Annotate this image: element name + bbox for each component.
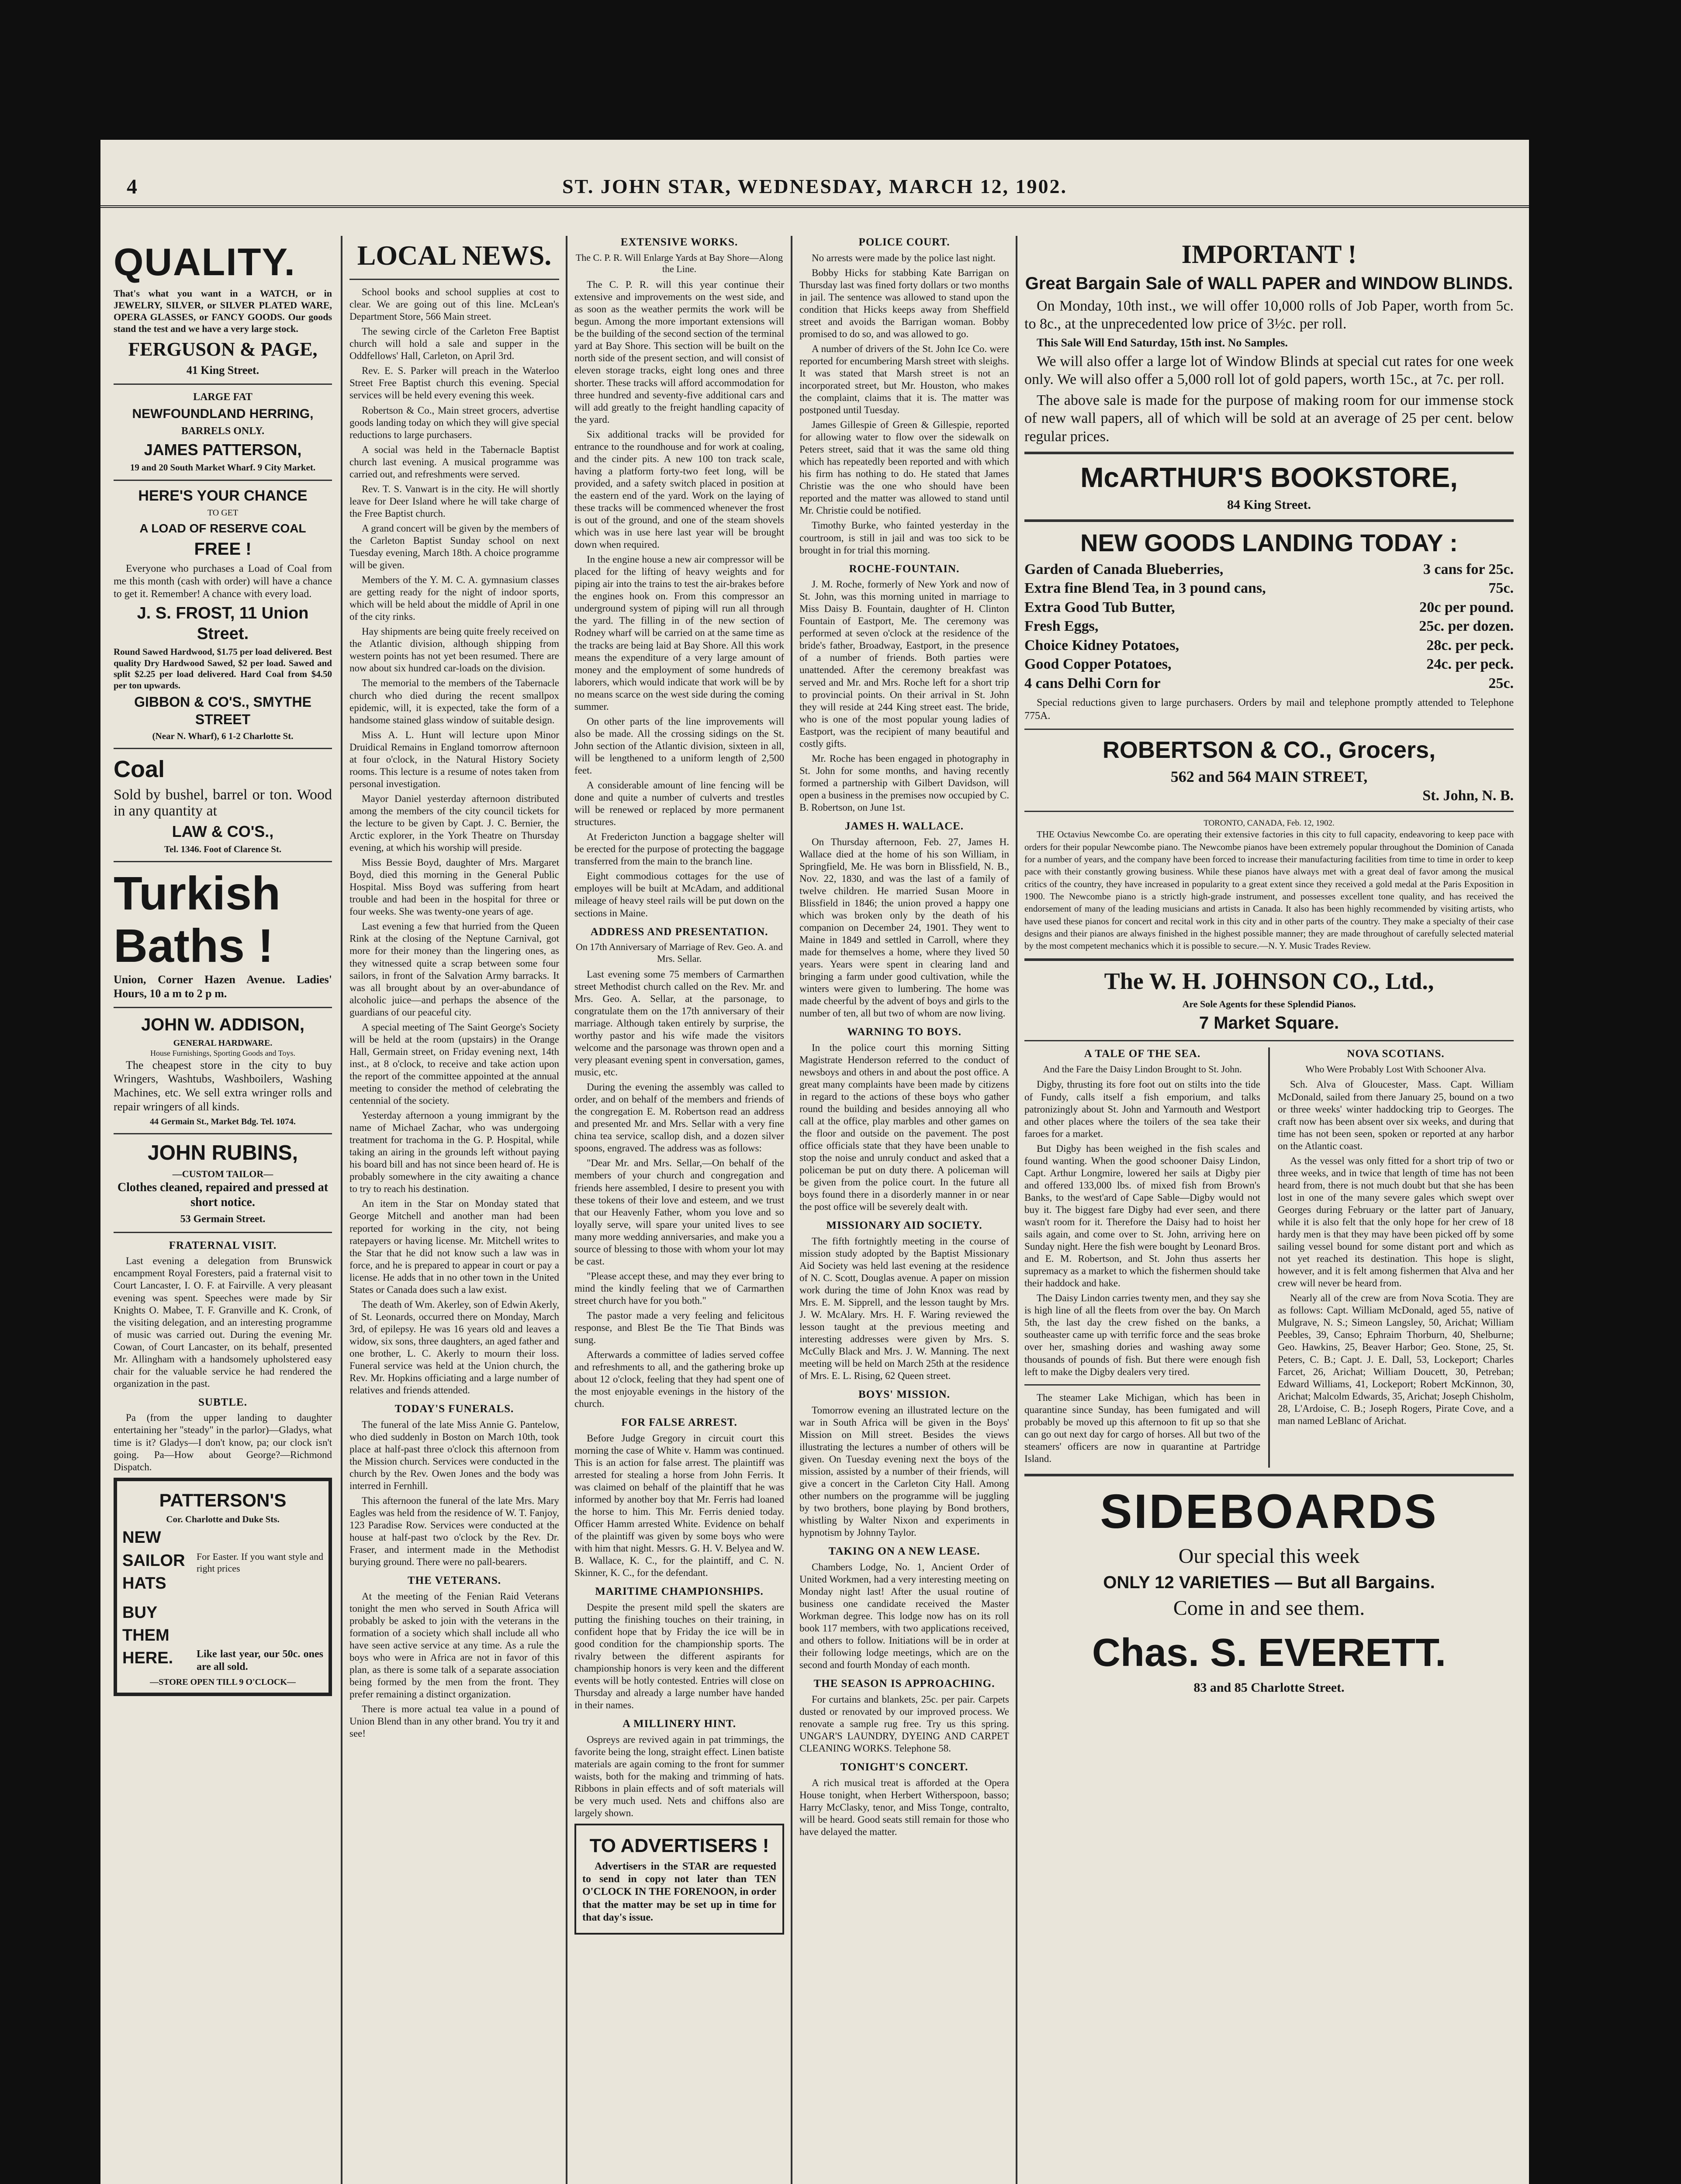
local-news-item: A special meeting of The Saint George's Society will be held at the room (upstairs) in the Orange Hall, Germain street, on Friday evening next, 14th inst., at 8 o'clock, to receive and take action upon the report of the committee appointed at the annual meeting to consider the method of celebrating the centennial of the society. (349, 1021, 559, 1106)
pattersons-address: Cor. Charlotte and Duke Sts. (166, 1514, 280, 1524)
toronto-dateline: TORONTO, CANADA, Feb. 12, 1902. (1204, 819, 1335, 828)
sea-subheading: And the Fare the Daisy Lindon Brought to St. John. (1043, 1063, 1242, 1075)
patterson-name: JAMES PATTERSON, (144, 441, 302, 459)
sea-stories-split (1024, 1047, 1514, 1468)
mcarthur-name: McARTHUR'S BOOKSTORE, (1080, 461, 1458, 493)
rubins-subtitle: —CUSTOM TAILOR— (172, 1168, 273, 1180)
address-heading: ADDRESS AND PRESENTATION. (590, 926, 768, 938)
important-text: On Monday, 10th inst., we will offer 10,000 rolls of Job Paper, worth from 5c. to 8c., at the unprecedented low price of 3½c. per roll. (1024, 297, 1514, 332)
goods-item: Extra Good Tub Butter, (1024, 599, 1175, 615)
goods-row (1024, 674, 1514, 692)
missionary-heading: MISSIONARY AID SOCIETY. (826, 1220, 982, 1232)
divider (114, 861, 332, 862)
millinery-text: Ospreys are revived again in pat trimmings, the favorite being the long, straight effect. Linen batiste materials are again coming to the front for summer waists, both for the making and trimming of hats. Ribbons in plain effects and of soft materials will be very much used. Nets and chiffons also are largely shown. (574, 1734, 784, 1819)
divider (114, 1007, 332, 1008)
goods-price: 75c. (1488, 580, 1514, 597)
goods-item: 4 cans Delhi Corn for (1024, 675, 1161, 691)
divider (114, 1232, 332, 1233)
pattersons-new: NEW (122, 1528, 161, 1547)
important-text-3: The above sale is made for the purpose of making room for our immense stock of new wall papers, all of which will be sold at an average of 25 per cent. below regular prices. (1024, 392, 1514, 445)
toronto-text: THE Octavius Newcombe Co. are operating their extensive factories in this city to full capacity, endeavoring to keep pace with orders for their popular Newcombe piano. The Newcombe pianos have been extremely popular throughout the Dominion of Canada for a number of years, and the company have been forced to increase their manufacturing facilities from time to time in order to keep pace with their constantly growing business. While these pianos have always met with a great deal of favor among the musical critics of the country, they have increased in popularity to a great extent since they received a gold medal at the Paris Exposition in 1900. The Newcombe piano is a strictly high-grade instrument, and possesses excellent tone quality, and has received the endorsement of many of the leading musicians and artists in Canada. It also has been highly recommended by visiting artists, who have used these pianos for concert and recital work in this city and in other parts of the country. They make a specialty of their case designs and their pianos are always finished in the highest possible manner; they are made throughout of carefully selected material by the most competent mechanics which it is possible to secure.—N. Y. Music Trades Review. (1024, 829, 1514, 951)
divider (1024, 811, 1514, 812)
column-rule (566, 236, 567, 2184)
local-news-item: The memorial to the members of the Tabernacle church who died during the recent smallpox epidemic, will, it is expected, take the form of a handsome stained glass window of suitable design. (349, 677, 559, 726)
nova-text: Nearly all of the crew are from Nova Scotia. They are as follows: Capt. William McDonald, aged 55, native of Mulgrave, N. S.; Simeon Langsley, 50, Arichat; William Peebles, 39, Canso; Ephraim Thorburn, 40, Shelburne; Geo. Hawkins, 25, Beaver Harbor; Geo. Stone, 25, St. Peters, C. B.; Capt. J. E. Dall, 53, Lockeport; Charles Farcet, 26, Arichat; William Doucett, 30, Petreban; Edward Williams, 41, Lockeport; Robert McKinnon, 30, Arichat; Malcolm Edwards, 35, Arichat; Joseph Chisholm, 28, L'Ardoise, C. B.; Joseph Rogers, Pirate Cove, and a man named LeBlanc of Arichat. (1278, 1292, 1514, 1426)
police-text: James Gillespie of Green & Gillespie, reported for allowing water to flow over the sidewalk on Peters street, said that it was the same old thing which has repeatedly been reported and with which his firm has nothing to do. He stated that James Christie was the one who should have been reported and the matter was allowed to stand until Mr. Christie could be notified. (799, 419, 1009, 516)
local-news-item: Rev. T. S. Vanwart is in the city. He will shortly leave for Deer Island where he will take charge of the Free Baptist church. (349, 483, 559, 519)
herring-line-3: BARRELS ONLY. (181, 425, 265, 437)
sideboards-line-2: ONLY 12 VARIETIES — But all Bargains. (1103, 1572, 1435, 1592)
chance-heading: HERE'S YOUR CHANCE (138, 487, 308, 504)
divider (1024, 958, 1514, 961)
advertisers-notice-box (574, 1824, 784, 1935)
season-heading: THE SEASON IS APPROACHING. (813, 1678, 995, 1690)
local-news-item: Miss Bessie Boyd, daughter of Mrs. Margaret Boyd, died this morning in the General Public Hospital. Miss Boyd was suffering from heart trouble and had been in the hospital for three or four weeks. She was twenty-one years of age. (349, 857, 559, 917)
local-news-item: Mayor Daniel yesterday afternoon distributed among the members of the city council tickets for the lecture to be given by Capt. J. C. Bernier, the Arctic explorer, in the York Theatre on Thursday evening, at which his worship will preside. (349, 793, 559, 854)
roche-text: Mr. Roche has been engaged in photography in St. John for some months, and having recently formed a partnership with Gilbert Davidson, will open a business in the premises now occupied by C. B. Robertson, on June 1st. (799, 753, 1009, 813)
addison-name: JOHN W. ADDISON, (141, 1015, 305, 1034)
pattersons-open-hours: —STORE OPEN TILL 9 O'CLOCK— (150, 1677, 296, 1687)
important-note: This Sale Will End Saturday, 15th inst. No Samples. (1037, 336, 1288, 349)
local-news-item: Last evening a few that hurried from the Queen Rink at the closing of the Neptune Carnival, got more for their money than the lingering ones, as they witnessed quite a scrap between some four sailors, in front of the Salvation Army barracks. It was all brought about by an over-abundance of alcoholic juice—and perhaps the absence of the guardians of our peaceful city. (349, 921, 559, 1018)
veterans-heading: THE VETERANS. (408, 1575, 501, 1587)
warning-heading: WARNING TO BOYS. (847, 1026, 962, 1038)
nova-heading: NOVA SCOTIANS. (1347, 1048, 1445, 1060)
local-news-item: Rev. E. S. Parker will preach in the Waterloo Street Free Baptist church this evening. Special services will be held every evening this week. (349, 365, 559, 401)
missionary-text: The fifth fortnightly meeting in the course of mission study adopted by the Baptist Missionary Aid Society was held last evening at the residence of N. C. Scott, Douglas avenue. A paper on mission work during the time of John Knox was read by Mrs. E. M. Sipprell, and the lesson taught by Mrs. J. W. McAlary. Mrs. H. F. Waring reviewed the lesson taught at the previous meeting and interesting addresses were given by Mrs. S. McCully Black and Mrs. J. W. Manning. The next meeting will be held on March 25th at the residence of Mrs. E. L. Rising, 62 Queen street. (799, 1235, 1009, 1382)
works-text: At Fredericton Junction a baggage shelter will be erected for the purpose of protecting the baggage transferred from the main to the branch line. (574, 831, 784, 867)
advertisers-heading: TO ADVERTISERS ! (589, 1835, 769, 1857)
pattersons-row-2 (122, 1600, 323, 1674)
season-text: For curtains and blankets, 25c. per pair. Carpets dusted or renovated by our improved process. We renovate a sample rug free. Try us this spring. UNGAR'S LAUNDRY, DYEING AND CARPET CLEANING WORKS. Telephone 58. (799, 1693, 1009, 1754)
addison-items: House Furnishings, Sporting Goods and Toys. (150, 1048, 295, 1057)
herring-line-1: LARGE FAT (193, 391, 252, 403)
works-text: In the engine house a new air compressor will be placed for the lifting of heavy weights and for piping air into the trains to test the air-brakes before the engines hook on. From this compressor an underground system of piping will run all through the yard. The filling in of the new section of Rodney wharf will be carried on at the same time as the tracks are being laid at Bay Shore. All this work means the expenditure of a very large amount of money and the employment of some hundreds of laborers, which would indicate that work will be by no means scarce on the west side during the coming summer. (574, 554, 784, 712)
robertson-name: ROBERTSON & CO., Grocers, (1102, 736, 1436, 763)
goods-price: 3 cans for 25c. (1423, 561, 1514, 577)
goods-item: Good Copper Potatoes, (1024, 656, 1172, 673)
pattersons-hats: HATS (122, 1574, 166, 1593)
column-2-local-news (349, 236, 559, 2184)
police-heading: POLICE COURT. (858, 236, 950, 248)
goods-item: Extra fine Blend Tea, in 3 pound cans, (1024, 580, 1266, 597)
local-news-heading: LOCAL NEWS. (357, 240, 552, 271)
rubins-address: 53 Germain Street. (180, 1213, 266, 1225)
works-subheading: The C. P. R. Will Enlarge Yards at Bay Shore—Along the Line. (575, 252, 783, 275)
works-heading: EXTENSIVE WORKS. (620, 236, 738, 248)
divider (114, 1133, 332, 1134)
ferguson-address: 41 King Street. (186, 364, 259, 377)
address-text: During the evening the assembly was called to order, and on behalf of the members and friends of the congregation E. M. Robertson read an address and presented Mr. and Mrs. Sellar with a very fine china tea service, scallop dish, and a dozen silver spoons, engraved. The address was as follows: (574, 1082, 784, 1154)
addison-address: 44 Germain St., Market Bdg. Tel. 1074. (150, 1116, 296, 1127)
address-text: Afterwards a committee of ladies served coffee and refreshments to all, and the gathering broke up about 12 o'clock, feeling that they had spent one of the most enjoyable evenings in the history of the church. (574, 1349, 784, 1410)
divider (114, 384, 332, 385)
goods-row (1024, 598, 1514, 616)
address-text: Last evening some 75 members of Carmarthen street Methodist church called on the Rev. Mr. and Mrs. Geo. A. Sellar, at the parsonage, to congratulate them on the 17th anniversary of their marriage. Although taken entirely by surprise, the worthy pastor and his wife made the visitors welcome and the parsonage was thrown open and a very pleasant evening spent in conversation, games, music, etc. (574, 968, 784, 1078)
divider (1024, 1384, 1260, 1386)
column-rule (791, 236, 792, 2184)
police-text: A number of drivers of the St. John Ice Co. were reported for encumbering Marsh street with sleighs. It was stated that Marsh street is not an incorporated street, but Mr. Houston, who makes the complaint, claims that it is. The matter was postponed until Tuesday. (799, 343, 1009, 416)
local-news-item: Miss A. L. Hunt will lecture upon Minor Druidical Remains in England tomorrow afternoon at four o'clock, in the Natural History Society rooms. This lecture is a resume of notes taken from personal investigation. (349, 729, 559, 789)
pattersons-sailor: SAILOR (122, 1551, 185, 1570)
gibbon-address: (Near N. Wharf), 6 1-2 Charlotte St. (152, 730, 294, 741)
column-3-news (574, 236, 784, 2184)
goods-heading: NEW GOODS LANDING TODAY : (1080, 529, 1458, 556)
address-subheading: On 17th Anniversary of Marriage of Rev. Geo. A. and Mrs. Sellar. (576, 941, 783, 964)
goods-row (1024, 579, 1514, 597)
local-news-item: Hay shipments are being quite freely received on the Atlantic division, although shipping from western points has not yet been resumed. There are now about six hundred car-loads on the division. (349, 626, 559, 674)
goods-price: 25c. (1488, 675, 1514, 691)
goods-item: Choice Kidney Potatoes, (1024, 637, 1179, 653)
frost-items: Round Sawed Hardwood, $1.75 per load delivered. Best quality Dry Hardwood Sawed, $2 per load. Sawed and split $2.25 per load delivered. Hard Coal from $4.50 per ton upwards. (114, 646, 332, 691)
pattersons-them: THEM (122, 1626, 169, 1645)
column-rule (1268, 1047, 1270, 1468)
goods-row (1024, 636, 1514, 654)
lease-heading: TAKING ON A NEW LEASE. (828, 1545, 980, 1558)
everett-name: Chas. S. EVERETT. (1092, 1631, 1446, 1675)
goods-row (1024, 617, 1514, 635)
nova-scotians-column (1278, 1047, 1514, 1468)
law-name: LAW & CO'S., (172, 822, 274, 840)
column-rule (341, 236, 342, 2184)
goods-row (1024, 655, 1514, 673)
patterson-address: 19 and 20 South Market Wharf. 9 City Market. (130, 462, 316, 473)
johnson-address: 7 Market Square. (1199, 1013, 1339, 1033)
roche-text: J. M. Roche, formerly of New York and now of St. John, was this morning united in marriage to Miss Daisy B. Fountain, daughter of H. Clinton Fountain of Eastport, Me. The ceremony was performed at seven o'clock at the residence of the bride's father, Broadway, Eastport, in the presence of a number of friends. Both parties were unattended. After the ceremony breakfast was served and Mr. and Mrs. Roche left for a short trip to provincial points. On their arrival in St. John they will reside at 244 King street east. The bride, who is one of the most popular young ladies of Eastport, was the recipient of many beautiful and costly gifts. (799, 579, 1009, 749)
chance-load: A LOAD OF RESERVE COAL (139, 521, 306, 535)
pattersons-price: Like last year, our 50c. ones are all sold. (197, 1648, 323, 1673)
warning-text: In the police court this morning Sitting Magistrate Henderson referred to the conduct of newsboys and others in and about the post office. A great many complaints have been made by citizens in regard to the actions of these boys who gather round the building and besides annoying all who call at the office, play marbles and other games on the floor and outside on the pavement. The post office officials state that they have been unable to stop the noise and unruly conduct and asked that a policeman be put on duty there. A policeman will be given from the police court. In the future all boys found there in a disorderly manner in or near the post office will be severely dealt with. (799, 1042, 1009, 1213)
works-text: A considerable amount of line fencing will be done and quite a number of culverts and trestles will be renewed or replaced by more permanent structures. (574, 780, 784, 828)
sea-heading: A TALE OF THE SEA. (1084, 1048, 1201, 1060)
turkish-address: Union, Corner Hazen Avenue. Ladies' Hours, 10 a m to 2 p m. (114, 973, 332, 1000)
divider (1024, 729, 1514, 730)
important-text-2: We will also offer a large lot of Window Blinds at special cut rates for one week only. We will also offer a 5,000 roll lot of gold papers, worth 15c., at 7c. per roll. (1024, 353, 1514, 388)
millinery-heading: A MILLINERY HINT. (623, 1718, 736, 1730)
rubins-text: Clothes cleaned, repaired and pressed at short notice. (117, 1181, 329, 1209)
lease-text: Chambers Lodge, No. 1, Ancient Order of United Workmen, had a very interesting meeting on Monday night last! After the usual routine of business one candidate received the Master Workman degree. This lodge now has on its roll book 117 members, with two applications received, and others to follow. Initiations will be in order at their following lodge meetings, which are on the second and fourth Monday of each month. (799, 1561, 1009, 1671)
divider (114, 480, 332, 481)
goods-price: 25c. per dozen. (1419, 618, 1514, 635)
johnson-name: The W. H. JOHNSON CO., Ltd., (1104, 968, 1434, 994)
sideboards-line-3: Come in and see them. (1173, 1597, 1365, 1620)
funerals-text: The funeral of the late Miss Annie G. Pantelow, who died suddenly in Boston on March 10th, took place at half-past three o'clock this afternoon from the Mission church. Services were conducted in the church by the Rev. Owen Jones and the body was interred in Fernhill. (349, 1419, 559, 1491)
johnson-subtitle: Are Sole Agents for these Splendid Pianos. (1182, 998, 1356, 1009)
chance-free: FREE ! (194, 539, 252, 559)
everett-address: 83 and 85 Charlotte Street. (1193, 1680, 1345, 1695)
funerals-heading: TODAY'S FUNERALS. (394, 1403, 514, 1415)
local-news-item: A social was held in the Tabernacle Baptist church last evening. A musical programme was carried out, and refreshments were served. (349, 444, 559, 480)
pattersons-row-1 (122, 1525, 323, 1596)
works-text: Eight commodious cottages for the use of employes will be built at McAdam, and additional mileage of heavy steel rails will be put down on the sections in Maine. (574, 871, 784, 919)
goods-list (1024, 560, 1514, 692)
police-text: Timothy Burke, who fainted yesterday in the courtroom, is still in jail and was too sick to be brought in for trial this morning. (799, 520, 1009, 556)
wallace-heading: JAMES H. WALLACE. (844, 820, 964, 833)
baths-heading: Baths ! (114, 919, 274, 972)
important-subheading: Great Bargain Sale of WALL PAPER and WINDOW BLINDS. (1025, 274, 1513, 294)
goods-note: Special reductions given to large purchasers. Orders by mail and telephone promptly attended to Telephone 775A. (1024, 697, 1514, 722)
boys-mission-heading: BOYS' MISSION. (858, 1389, 950, 1401)
roche-heading: ROCHE-FOUNTAIN. (849, 563, 960, 575)
gibbon-name: GIBBON & CO'S., SMYTHE STREET (134, 694, 311, 727)
local-news-item: An item in the Star on Monday stated that George Mitchell and another man had been reported for working in the city, not being ratepayers or having license. Mr. Mitchell writes to the Star that he did not know such a law was in force, and he is prepared to appear in court or pay a license. He adds that in no other town in the United States or Canada does such a law exist. (349, 1198, 559, 1295)
divider (1024, 452, 1514, 454)
masthead (100, 175, 1529, 208)
divider (349, 279, 559, 280)
nova-subheading: Who Were Probably Lost With Schooner Alva. (1305, 1063, 1486, 1075)
works-text: Six additional tracks will be provided for entrance to the roundhouse and for work at coaling, and the cinder pits. A new 100 ton track scale, having a platform forty-two feet long, will be provided, and a safety switch placed in position at the eastern end of the yard. Work on the laying of these tracks will be commenced whenever the frost is out of the ground, and one of the steam shovels which was in use here last year will be brought down when required. (574, 429, 784, 550)
herring-line-2: NEWFOUNDLAND HERRING, (132, 407, 314, 422)
local-news-item: A grand concert will be given by the members of the Carleton Baptist Sunday school on next Tuesday evening, March 18th. A choice programme will be given. (349, 522, 559, 571)
pattersons-here: HERE. (122, 1649, 173, 1668)
local-news-item: The sewing circle of the Carleton Free Baptist church will hold a sale and supper in the Oddfellows' Hall, Carleton, on April 3rd. (349, 326, 559, 362)
michigan-text: The steamer Lake Michigan, which has been in quarantine since Sunday, has been fumigated and will probably be moved up this afternoon to fit up so that she can go out next day for cargo of horses. All but two of the steamers' officers are now in quarantine at Partridge Island. (1024, 1392, 1260, 1464)
mcarthur-address: 84 King Street. (1227, 498, 1311, 512)
goods-price: 20c per pound. (1419, 599, 1514, 615)
sea-text: But Digby has been weighed in the fish scales and found wanting. When the good schooner Daisy Lindon, Capt. Arthur Longmire, lowered her sails at Digby pier and offered 133,000 lbs. of mixed fish from Brown's Banks, to the west'ard of Cape Sable—Digby would not buy it. The biggest fare Digby had ever seen, and there wasn't room for it. Therefore the Daisy had to hoist her sails again, and come over to St. John, arriving here on Sunday night. Here the fish were bought by Leonard Bros. and E. M. Robertson, and St. John thus asserts her supremacy as a market to which the fishermen should take their haddock and hake. (1024, 1143, 1260, 1289)
column-4-news (799, 236, 1009, 2184)
robertson-city: St. John, N. B. (1422, 787, 1514, 804)
goods-price: 28c. per peck. (1426, 637, 1514, 653)
column-5-ads (1024, 236, 1514, 2184)
concert-heading: TONIGHT'S CONCERT. (840, 1761, 968, 1773)
championships-heading: MARITIME CHAMPIONSHIPS. (595, 1586, 764, 1598)
ferguson-name: FERGUSON & PAGE, (128, 338, 318, 360)
column-rule (1016, 236, 1017, 2184)
local-news-item: Robertson & Co., Main street grocers, advertise goods landing today on which they will give special reductions to large purchasers. (349, 404, 559, 440)
turkish-heading: Turkish (114, 867, 281, 920)
sea-tale-column (1024, 1047, 1260, 1468)
arrest-heading: FOR FALSE ARREST. (621, 1417, 737, 1429)
subtle-text: Pa (from the upper landing to daughter entertaining her "steady" in the parlor)—Gladys, what time is it? Gladys—I don't know, pa; our clock isn't going. Pa—How about George?—Richmond Dispatch. (114, 1412, 332, 1472)
newspaper-title-line: ST. JOHN STAR, WEDNESDAY, MARCH 12, 1902. (562, 175, 1068, 197)
nova-text: As the vessel was only fitted for a short trip of two or three weeks, and in twice that length of time has not been heard from, there is not much doubt but that she has been lost in one of the many severe gales which swept over Georges during February or the latter part of January, while it is also felt that the only hope for her crew of 18 hardy men is that they may have been picked off by some sailing vessel bound for some distant port and which as not yet reached its destination. This hope is slight, however, and it is felt among fishermen that Alva and her crew will never be heard from. (1278, 1155, 1514, 1289)
arrest-text: Before Judge Gregory in circuit court this morning the case of White v. Hamm was continued. This is an action for false arrest. The plaintiff was arrested for stealing a horse from John Ferris. It was claimed on behalf of the plaintiff that he was informed by another boy that Mr. Ferris had loaned the horse to him. This Mr. Ferris denied today. Officer Hamm arrested White. Evidence on behalf of the plaintiff was given by some boys who were with him that night. Messrs. G. H. V. Belyea and W. B. Wallace, K. C., for the plaintiff, and C. N. Skinner, K. C., for the defendant. (574, 1432, 784, 1579)
pattersons-buy: BUY (122, 1603, 158, 1622)
works-text: On other parts of the line improvements will also be made. All the crossing sidings on the St. John section of the Atlantic division, sixteen in all, will be lengthened to a uniform length of 2,500 feet. (574, 715, 784, 776)
boys-mission-text: Tomorrow evening an illustrated lecture on the war in South Africa will be given in the Boys' Mission on Mill street. Besides the views illustrating the lectures a number of others will be given. On Tuesday evening next the boys of the mission, assisted by a number of their friends, will give a concert in the Carleton City Hall. Among other numbers on the programme will be juggling by two brothers, bone playing by Bond brothers, whistling by Walter Nixon and experiments in hypnotism by Johnny Taylor. (799, 1404, 1009, 1538)
veterans-text: At the meeting of the Fenian Raid Veterans tonight the men who served in South Africa will probably be asked to join with the veterans in the formation of a society which shall include all who have seen active service at any time. As a rule the boys who were in Africa are not in favor of this plan, as there is some talk of a separate association being formed by the men from the front. They prefer remaining a distinct organization. (349, 1590, 559, 1700)
rubins-name: JOHN RUBINS, (147, 1141, 298, 1165)
local-news-item: School books and school supplies at cost to clear. We are going out of this line. McLean's Department Store, 566 Main street. (349, 287, 559, 322)
divider (1024, 519, 1514, 522)
quality-heading: QUALITY. (114, 240, 296, 283)
page-number: 4 (127, 175, 137, 198)
coal-text: Sold by bushel, barrel or ton. Wood in any quantity at (114, 787, 332, 819)
local-news-item: The death of Wm. Akerley, son of Edwin Akerly, of St. Leonards, occurred there on Monday, March 3rd, of epilepsy. He was 16 years old and leaves a widow, six sons, three daughters, an aged father and one brother, L. C. Akerly to mourn their loss. Funeral service was held at the Union church, the Rev. Mr. Hopkins officiating and a large number of relatives and friends attended. (349, 1299, 559, 1396)
pattersons-name: PATTERSON'S (159, 1489, 287, 1510)
chance-to-get: TO GET (207, 508, 239, 518)
local-news-item: Members of the Y. M. C. A. gymnasium classes are getting ready for the night of indoor sports, which will be held about the middle of April in one of the city rinks. (349, 574, 559, 622)
pattersons-new-sailor-hats (122, 1525, 192, 1596)
law-address: Tel. 1346. Foot of Clarence St. (164, 843, 282, 854)
goods-row (1024, 560, 1514, 578)
concert-text: A rich musical treat is afforded at the Opera House tonight, when Herbert Witherspoon, basso; Harry McClasky, tenor, and Miss Tonge, contralto, will be heard. Good seats still remain for those who have delayed the matter. (799, 1777, 1009, 1837)
important-heading: IMPORTANT ! (1181, 240, 1357, 269)
address-text: "Please accept these, and may they ever bring to mind the kindly feeling that we of Carmarthen street church have for you both." (574, 1270, 784, 1306)
goods-price: 24c. per peck. (1426, 656, 1514, 673)
quality-text: That's what you want in a WATCH, or in JEWELRY, SILVER, or SILVER PLATED WARE, OPERA GLASSES, or FANCY GOODS. Our goods stand the test and we have a very large stock. (114, 288, 332, 334)
works-text: The C. P. R. will this year continue their extensive and improvements on the west side, and as soon as the weather permits the work will be begun. Among the more important extensions will be the building of the second section of the terminal yard at Bay Shore. This section will be built on the north side of the present section, and will consist of eleven storage tracks, eight long ones and three shorter. These tracks will afford accommodation for three hundred and seventy-five additional cars and will add greatly to the freight handling capacity of the yard. (574, 279, 784, 425)
addison-subtitle: GENERAL HARDWARE. (173, 1038, 273, 1048)
divider (1024, 1474, 1514, 1476)
advertisers-text: Advertisers in the STAR are requested to send in copy not later than TEN O'CLOCK IN THE FORENOON, in order that the matter may be set up in time for that day's issue. (582, 1860, 776, 1923)
police-text: No arrests were made by the police last night. (812, 252, 996, 263)
championships-text: Despite the present mild spell the skaters are putting the finishing touches on their training, in confident hope that by Friday the ice will be in good condition for the championship sports. The rivalry between the different aspirants for championship honors is very keen and the different events will be hotly contested. Entries will close on Thursday and already a large number have handed in their names. (574, 1601, 784, 1711)
newspaper-page (100, 140, 1529, 2184)
veterans-text: There is more actual tea value in a pound of Union Blend than in any other brand. You try it and see! (349, 1704, 559, 1739)
coal-heading: Coal (114, 756, 165, 783)
police-text: Bobby Hicks for stabbing Kate Barrigan on Thursday last was fined forty dollars or two months in jail. The sentence was allowed to stand upon the condition that Hicks keeps away from Sheffield street and avoids the Barrigan woman. Bobby promised to do so, and was allowed to go. (799, 267, 1009, 339)
sideboards-line-1: Our special this week (1178, 1545, 1360, 1568)
local-news-item: Yesterday afternoon a young immigrant by the name of Michael Zachar, who was undergoing treatment for trachoma in the G. P. Hospital, while taking an airing in the grounds left without paying his board bill and has not since been heard of. He is probably somewhere in the city awaiting a chance to try to reach his destination. (349, 1110, 559, 1195)
pattersons-easter: For Easter. If you want style and right prices (197, 1551, 323, 1574)
address-text: The pastor made a very feeling and felicitous response, and Blest Be the Tie That Binds was sung. (574, 1310, 784, 1346)
nova-text: Sch. Alva of Gloucester, Mass. Capt. William McDonald, sailed from there January 25, bound on a two or three weeks' winter haddocking trip to Georges. The craft now has been absent over six weeks, and during that time has not been seen, spoken or reported at any harbor on the Atlantic coast. (1278, 1079, 1514, 1151)
sideboards-heading: SIDEBOARDS (1100, 1484, 1438, 1538)
chance-text: Everyone who purchases a Load of Coal from me this month (cash with order) will have a chance to get it. Remember! A chance with every load. (114, 563, 332, 600)
pattersons-ad-box (114, 1478, 332, 1697)
sea-text: Digby, thrusting its fore foot out on stilts into the tide of Fundy, calls itself a fish emporium, and talks patronizingly about St. John and Yarmouth and Westport and other places where the toilers of the sea take their faroes for a market. (1024, 1079, 1260, 1139)
divider (1024, 1040, 1514, 1041)
goods-item: Garden of Canada Blueberries, (1024, 561, 1224, 577)
wallace-text: On Thursday afternoon, Feb. 27, James H. Wallace died at the home of his son William, in Springfield, Me. He was born in Blissfield, N. B., Nov. 22, 1830, and was the last of a family of twelve children. He married Susan Moore in Blissfield in 1846; the union proved a happy one which was broken only by the death of his companion on December 24, 1901. They went to Maine in 1849 and settled in Carroll, where they made for themselves a home, where they lived 50 years. Years were spent in clearing land and bringing a farm under good cultivation, while the winters were given to lumbering. The home was made cheerful by the advent of boys and girls to the number of ten, all but two of whom are now living. (799, 836, 1009, 1019)
sea-text: The Daisy Lindon carries twenty men, and they say she is high line of all the fleets from over the bay. On March 5th, the last day the crew fished on the banks, a southeaster came up with terrific force and the seas broke over her, smashing dories and washing away some thousands of pounds of fish. But there were enough fish left to make the Digby dealers very tired. (1024, 1292, 1260, 1377)
frost-name: J. S. FROST, 11 Union Street. (137, 604, 309, 643)
subtle-heading: SUBTLE. (198, 1396, 247, 1408)
pattersons-buy-them-here (122, 1600, 192, 1674)
robertson-address: 562 and 564 MAIN STREET, (1170, 767, 1368, 785)
addison-text: The cheapest store in the city to buy Wringers, Washtubs, Washboilers, Washing Machines, etc. We sell extra wringer rolls and repair wringers of all kinds. (114, 1058, 332, 1113)
fraternal-heading: FRATERNAL VISIT. (169, 1239, 277, 1251)
column-1-ads (114, 236, 332, 2184)
address-text: "Dear Mr. and Mrs. Sellar,—On behalf of the members of your church and congregation and friends here assembled, I desire to present you with these tokens of their love and esteem, and we trust that our Heavenly Father, whom you love and so loyally serve, will spare your united lives to see many more wedding anniversaries, and make you a source of blessing to those with whom your lot may be cast. (574, 1158, 784, 1267)
divider (114, 748, 332, 749)
funerals-text: This afternoon the funeral of the late Mrs. Mary Eagles was held from the residence of W. T. Fanjoy, 123 Paradise Row. Services were conducted at the house at half-past two o'clock by the Rev. Dr. Fraser, and interment made in the Methodist burying ground. There were no pall-bearers. (349, 1495, 559, 1568)
goods-item: Fresh Eggs, (1024, 618, 1099, 635)
fraternal-text: Last evening a delegation from Brunswick encampment Royal Foresters, paid a fraternal visit to Court Lancaster, I. O. F. at Fairville. A very pleasant evening was spent. Speeches were made by Sir Knights O. Mabee, T. F. Granville and K. Cronk, of the visiting delegation, and an interesting programme of music was carried out. During the evening Mr. Cowan, of Court Lancaster, on its behalf, presented Mr. Allingham with a handsomely upholstered easy chair for the valuable service he had rendered the organization in the past. (114, 1255, 332, 1389)
